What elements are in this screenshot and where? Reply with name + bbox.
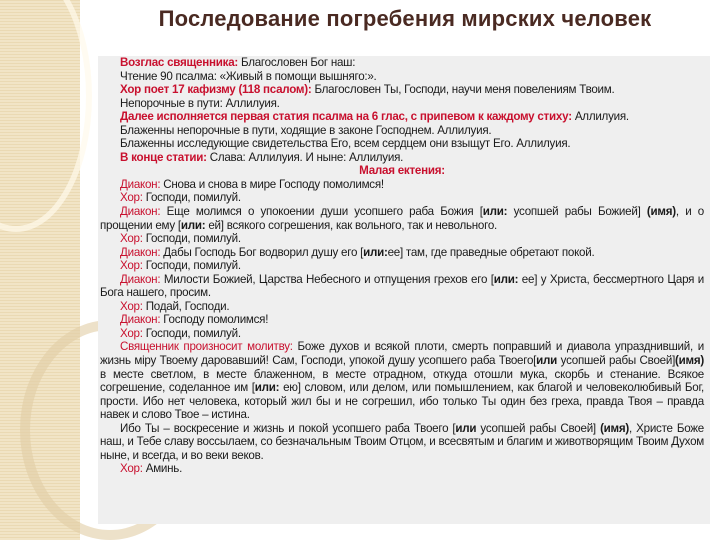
- paragraph: [100, 422, 704, 463]
- text-segment: Слава: Аллилуия. И ныне: Аллилуия.: [206, 150, 404, 164]
- paragraph: [100, 110, 704, 124]
- text-segment: Аллилуия.: [571, 110, 629, 124]
- paragraph: [100, 56, 704, 70]
- text-segment: Господу помолимся!: [160, 313, 269, 327]
- bold-term: (имя): [600, 421, 630, 435]
- text-segment: Непорочные в пути: Аллилуия.: [120, 96, 280, 110]
- speaker-label: Диакон:: [120, 313, 161, 327]
- text-segment: Еще молимся о упокоении души усопшего раба Божия [: [160, 205, 483, 219]
- speaker-label: Диакон:: [120, 177, 161, 191]
- paragraph: [100, 313, 704, 327]
- text-segment: Господи, помилуй.: [142, 232, 241, 246]
- bold-term: или: [536, 354, 558, 368]
- rubric-heading: Хор поет 17 кафизму (118 псалом):: [120, 83, 312, 97]
- speaker-label: Хор:: [120, 232, 143, 246]
- text-segment: Чтение 90 псалма: «Живый в помощи вышняго:».: [120, 69, 377, 83]
- text-segment: , Христе Боже наш, и Тебе славу воссылаем, со безначальным Твоим Отцом, и всесвятым и благим и животворящим Твоим Духом ныне, и всегда, и во веки веков.: [100, 421, 705, 462]
- paragraph: [100, 259, 704, 273]
- text-segment: Ибо Ты – воскресение и жизнь и покой усопшего раба Твоего [: [120, 421, 456, 435]
- bold-term: (имя): [646, 205, 676, 219]
- paragraph: [100, 462, 704, 476]
- page-title: Последование погребения мирских человек: [158, 6, 652, 31]
- rubric-heading: Малая ектения:: [359, 164, 445, 178]
- text-segment: усопшей рабы Своей]: [476, 421, 601, 435]
- decorative-side-band: [0, 0, 80, 540]
- paragraph: [100, 327, 704, 341]
- text-segment: Блаженны исследующие свидетельства Его, всем сердцем они взыщут Его. Аллилуия.: [120, 137, 571, 151]
- speaker-label: Хор:: [120, 462, 143, 476]
- paragraph: [100, 191, 704, 205]
- paragraph: [100, 246, 704, 260]
- paragraph: [100, 124, 704, 138]
- text-segment: в месте светлом, в месте блаженном, в месте отрадном, откуда отошли мука, скорбь и стенание. Всякое согрешение, соделанное им [: [100, 367, 704, 395]
- text-segment: Господи, помилуй.: [142, 191, 241, 205]
- service-text: [100, 56, 704, 476]
- text-segment: Аминь.: [142, 462, 183, 476]
- text-segment: Подай, Господи.: [142, 299, 230, 313]
- paragraph: [100, 70, 704, 84]
- paragraph: [100, 232, 704, 246]
- text-segment: Снова и снова в мире Господу помолимся!: [160, 177, 384, 191]
- text-segment: Блаженны непорочные в пути, ходящие в законе Господнем. Аллилуия.: [120, 123, 492, 137]
- bold-term: или:: [493, 272, 519, 286]
- speaker-label: Диакон:: [120, 272, 161, 286]
- paragraph: [100, 164, 704, 178]
- paragraph: [100, 340, 704, 421]
- paragraph: [100, 97, 704, 111]
- text-segment: Благословен Ты, Господи, научи меня повелениям Твоим.: [311, 83, 615, 97]
- speaker-label: Диакон:: [120, 205, 161, 219]
- paragraph: [100, 178, 704, 192]
- text-segment: Благословен Бог наш:: [238, 56, 356, 69]
- bold-term: или: [455, 421, 477, 435]
- speaker-label: Хор:: [120, 299, 143, 313]
- paragraph: [100, 137, 704, 151]
- text-segment: Милости Божией, Царства Небесного и отпущения грехов его [: [160, 272, 494, 286]
- text-segment: Боже духов и всякой плоти, смерть поправший и диавола упразднивший, и жизнь міру Твоему даровавший! Сам, Господи, упокой душу усопшего раба Твоего[: [100, 340, 704, 368]
- bold-term: (имя): [675, 354, 704, 368]
- rubric-heading: В конце статии:: [120, 150, 207, 164]
- text-segment: ею] словом, или делом, или помышлением, как благой и человеколюбивый Бог, прости. Ибо нет человека, который жил бы и не согрешил, ибо только Ты один без греха, правда Твоя – правда навек и слово Твое – истина.: [100, 381, 704, 422]
- text-segment: усопшей рабы Божией]: [507, 205, 647, 219]
- speaker-label: Хор:: [120, 191, 143, 205]
- bold-term: или:: [180, 218, 206, 232]
- paragraph: [100, 273, 704, 300]
- text-segment: ее] там, где праведные обретают покой.: [387, 245, 595, 259]
- speaker-label: Священник произносит молитву:: [120, 340, 293, 354]
- text-segment: , и о прощении ему [: [100, 205, 704, 232]
- speaker-label: Диакон:: [120, 245, 161, 259]
- text-segment: усопшей рабы Своей]: [557, 354, 676, 368]
- speaker-label: Хор:: [120, 259, 143, 273]
- bold-term: или:: [363, 245, 388, 259]
- bold-term: или:: [482, 205, 508, 219]
- text-segment: Господи, помилуй.: [142, 326, 241, 340]
- paragraph: [100, 151, 704, 165]
- paragraph: [100, 205, 704, 232]
- rubric-heading: Далее исполняется первая статия псалма на 6 глас, с припевом к каждому стиху:: [120, 110, 572, 124]
- rubric-heading: Возглас священника:: [120, 56, 238, 69]
- paragraph: [100, 300, 704, 314]
- paragraph: [100, 83, 704, 97]
- text-segment: ей] всякого согрешения, как вольного, так и невольного.: [205, 218, 498, 232]
- speaker-label: Хор:: [120, 326, 143, 340]
- bold-term: или:: [254, 381, 280, 395]
- text-segment: ее] у Христа, бессмертного Царя и Бога нашего, просим.: [100, 272, 705, 300]
- text-segment: Дабы Господь Бог водворил душу его [: [160, 245, 364, 259]
- text-segment: Господи, помилуй.: [142, 259, 241, 273]
